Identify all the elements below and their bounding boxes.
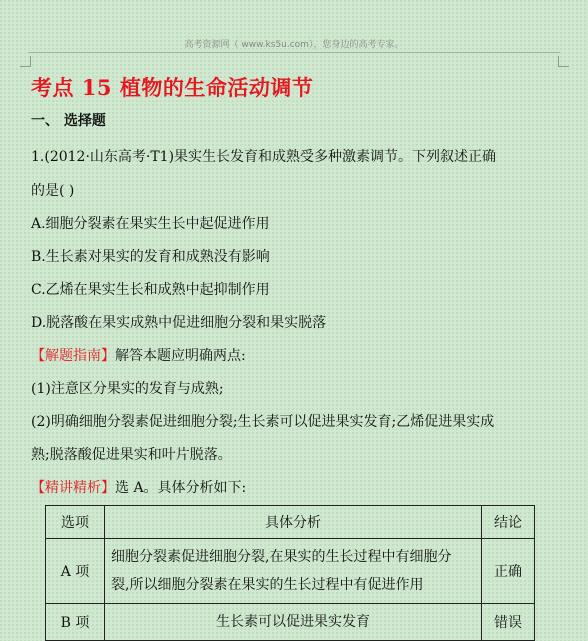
- guide-tag: 【解题指南】: [31, 348, 115, 364]
- option-b: B.生长素对果实的发育和成熟没有影响: [31, 249, 270, 265]
- guide-line: [31, 345, 246, 365]
- row-result: 正确: [482, 539, 535, 604]
- guide-point-2-line-2: 熟;脱落酸促进果实和叶片脱落。: [31, 447, 232, 463]
- row-option: A 项: [46, 539, 105, 604]
- guide-point-1: (1)注意区分果实的发育与成熟;: [31, 381, 224, 397]
- analysis-table: [45, 505, 535, 641]
- margin-corner-left: [20, 56, 31, 67]
- option-d: D.脱落酸在果实成熟中促进细胞分裂和果实脱落: [31, 315, 327, 331]
- table-row: [46, 604, 535, 641]
- table-header-result: 结论: [482, 506, 535, 539]
- row-result: 错误: [482, 604, 535, 641]
- option-c: C.乙烯在果实生长和成熟中起抑制作用: [31, 282, 270, 298]
- analysis-text: 选 A。具体分析如下:: [115, 480, 247, 496]
- page-title: 考点 15 植物的生命活动调节: [31, 75, 314, 100]
- table-row: [46, 539, 535, 604]
- row-analysis: [105, 539, 482, 604]
- page-header: [0, 0, 588, 60]
- question-line-2: 的是( ): [31, 183, 75, 199]
- section-heading: 一、 选择题: [31, 113, 106, 129]
- guide-text: 解答本题应明确两点:: [115, 348, 246, 364]
- row-analysis: [105, 604, 482, 641]
- margin-corner-right: [558, 56, 569, 67]
- guide-point-2-line-1: (2)明确细胞分裂素促进细胞分裂;生长素可以促进果实发育;乙烯促进果实成: [31, 414, 495, 430]
- row-analysis-line-2: 裂,所以细胞分裂素在果实的生长过程中有促进作用: [111, 577, 424, 593]
- option-a: A.细胞分裂素在果实生长中起促进作用: [31, 216, 270, 232]
- table-header-analysis: 具体分析: [105, 506, 482, 539]
- question-line-1: 1.(2012·山东高考·T1)果实生长发育和成熟受多种激素调节。下列叙述正确: [31, 149, 497, 165]
- table-header-row: [46, 506, 535, 539]
- row-analysis-line-1: 细胞分裂素促进细胞分裂,在果实的生长过程中有细胞分: [111, 549, 452, 565]
- row-option: B 项: [46, 604, 105, 641]
- table-header-option: 选项: [46, 506, 105, 539]
- header-site-text: 高考资源网（ www.ks5u.com），您身边的高考专家。: [184, 40, 404, 50]
- header-divider: [28, 52, 560, 53]
- row-analysis-line-1: 生长素可以促进果实发育: [216, 614, 370, 630]
- analysis-tag: 【精讲精析】: [31, 480, 115, 496]
- analysis-line: [31, 477, 246, 497]
